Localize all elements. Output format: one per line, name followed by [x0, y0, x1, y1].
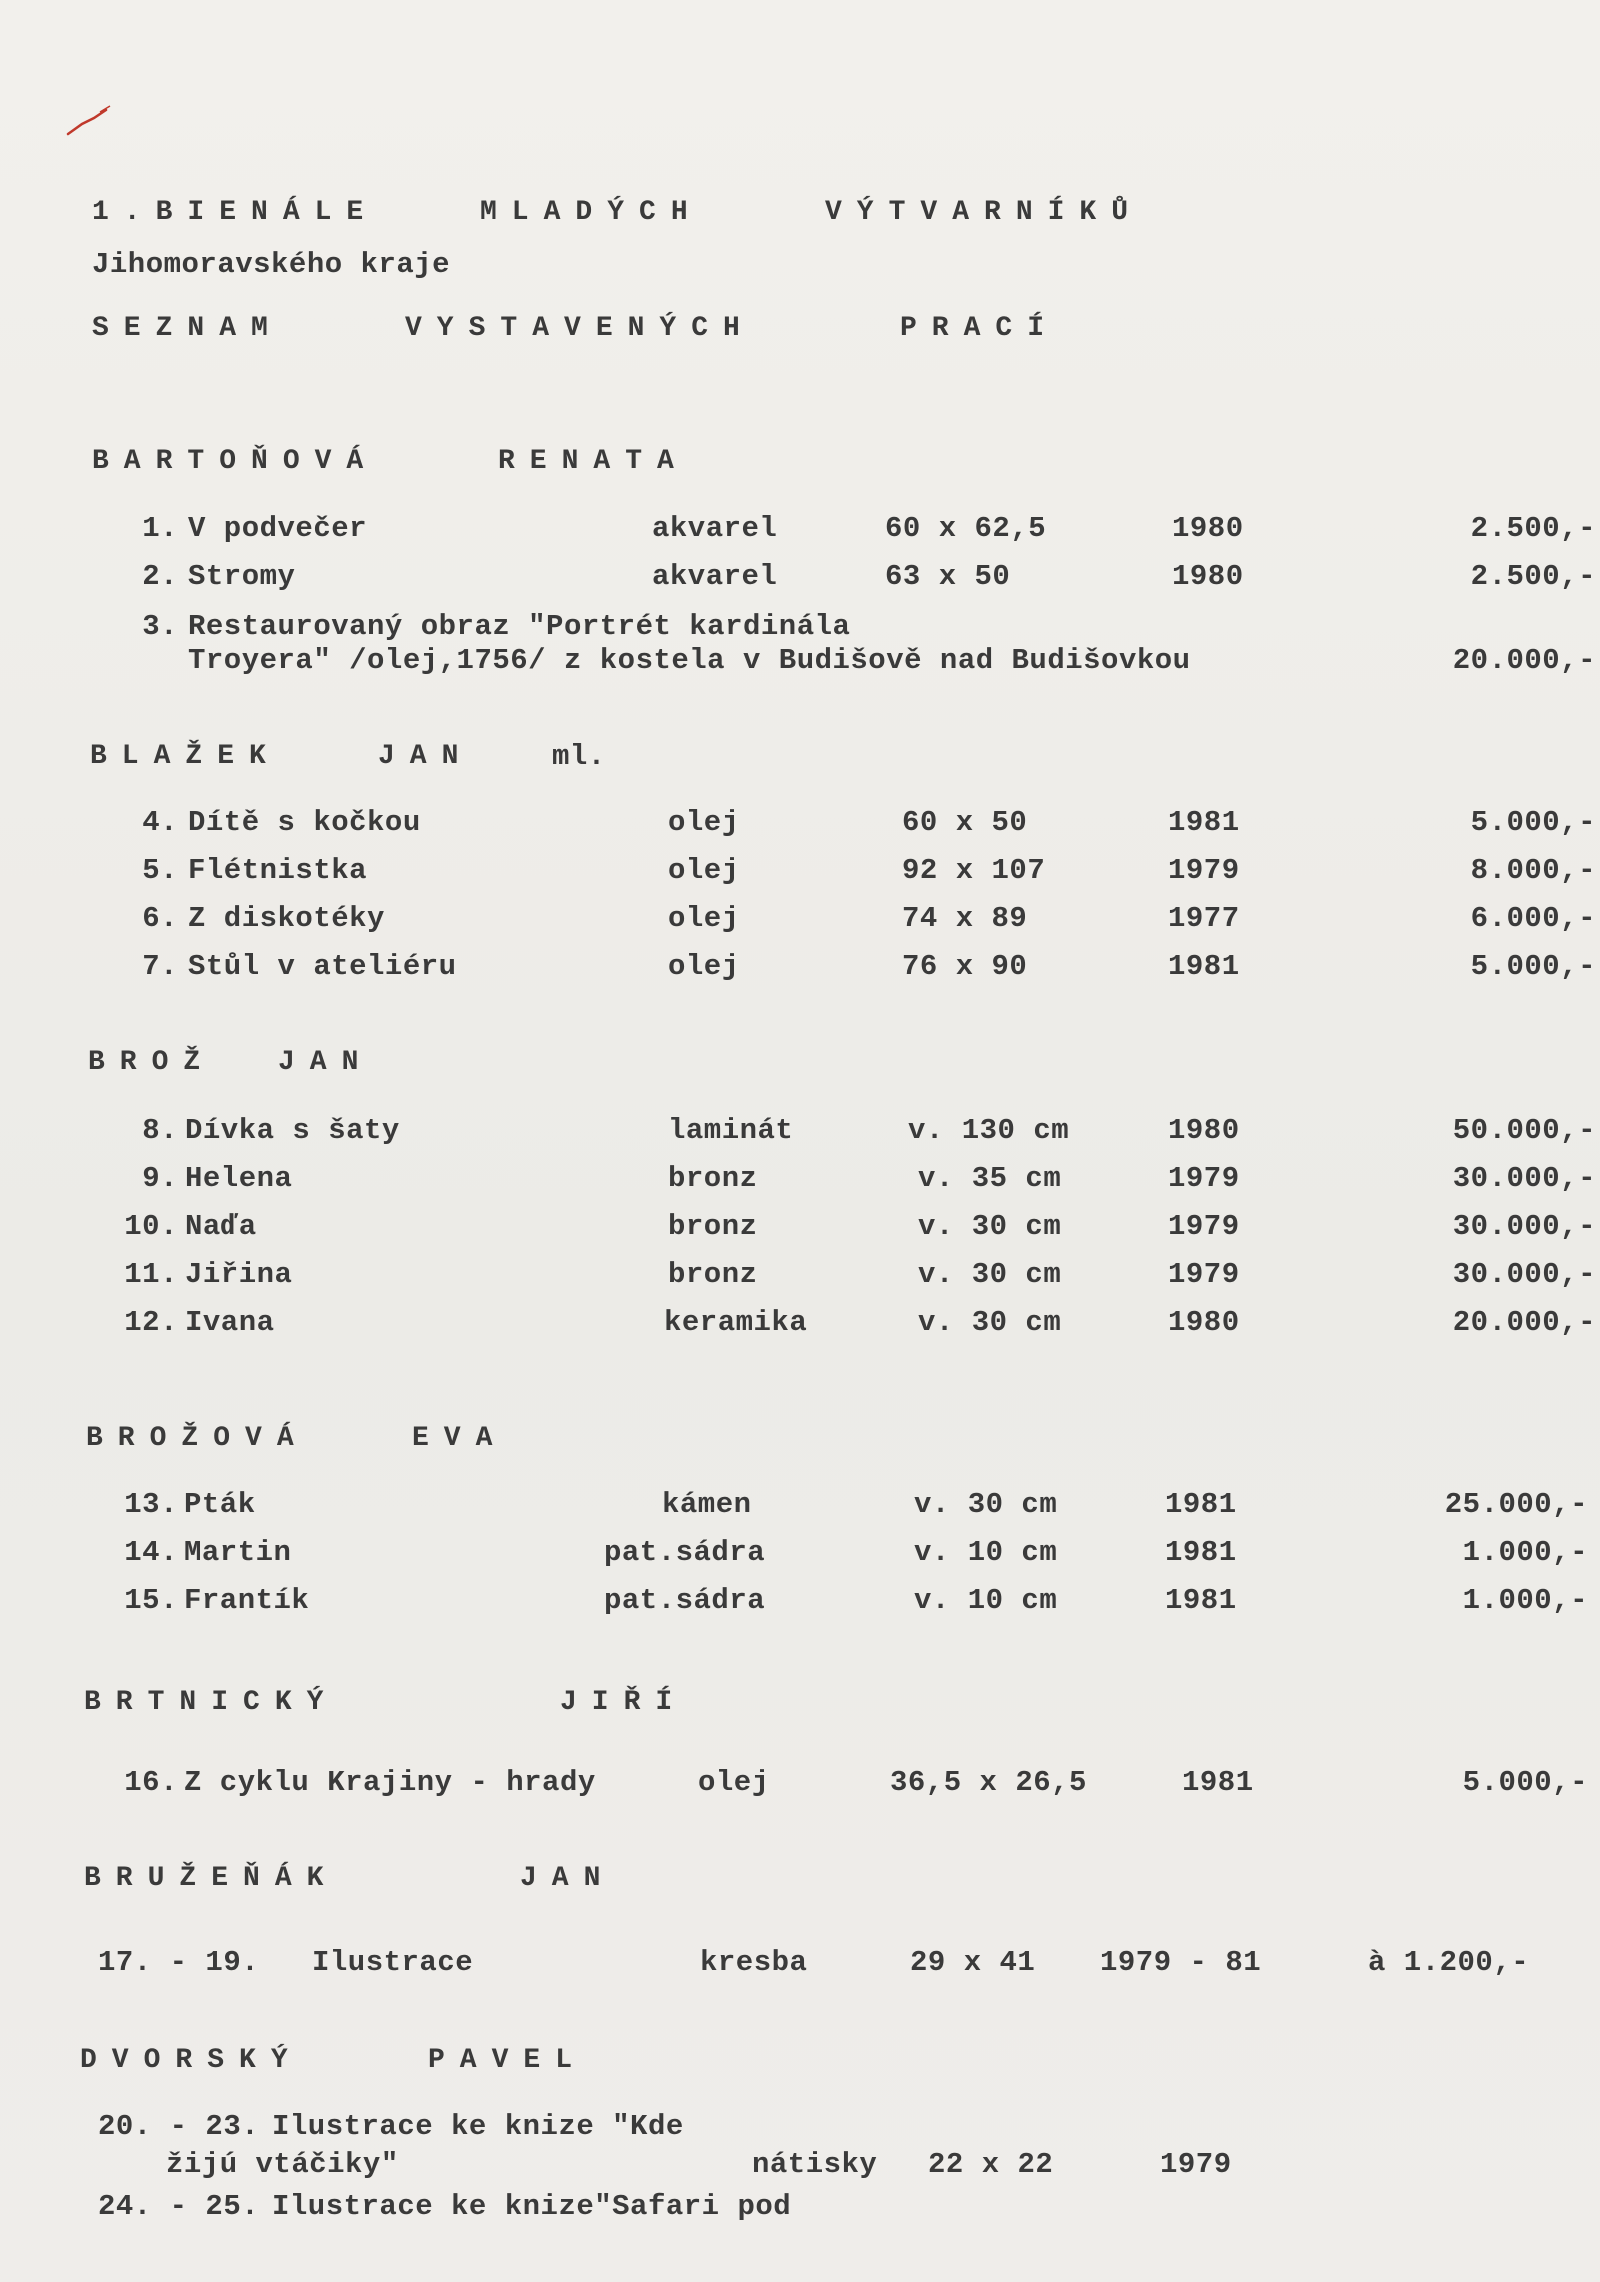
work-price: 30.000,- [1452, 1210, 1596, 1243]
work-technique: bronz [668, 1162, 758, 1195]
work-year: 1977 [1168, 902, 1240, 935]
work-technique: bronz [668, 1258, 758, 1291]
work-size: 63 x 50 [885, 560, 1011, 593]
work-number: 2. [142, 560, 178, 593]
work-price: 1.000,- [1462, 1536, 1588, 1569]
red-pen-mark [60, 70, 130, 150]
work-year: 1980 [1172, 512, 1244, 545]
work-number: 24. - 25. [98, 2190, 260, 2223]
header-list-3: PRACÍ [900, 313, 1060, 344]
work-number: 15. [124, 1584, 178, 1617]
artist-firstname: JAN [520, 1863, 616, 1894]
work-price: 20.000,- [1452, 1306, 1596, 1339]
work-number: 1. [142, 512, 178, 545]
work-year: 1980 [1168, 1306, 1240, 1339]
work-number: 11. [124, 1258, 178, 1291]
work-number: 8. [142, 1114, 178, 1147]
work-size: v. 35 cm [918, 1162, 1062, 1195]
header-list-2: VYSTAVENÝCH [405, 313, 755, 344]
work-size: v. 10 cm [914, 1584, 1058, 1617]
work-size: v. 30 cm [914, 1488, 1058, 1521]
work-title: Flétnistka [188, 854, 368, 887]
work-year: 1979 [1168, 1258, 1240, 1291]
work-title: Z cyklu Krajiny - hrady [184, 1766, 596, 1799]
work-price: 30.000,- [1452, 1162, 1596, 1195]
work-title: Stůl v ateliéru [188, 950, 457, 983]
work-title-continued: žijú vtáčiky" [166, 2148, 399, 2181]
work-number: 5. [142, 854, 178, 887]
work-year: 1981 [1168, 806, 1240, 839]
work-year: 1979 - 81 [1100, 1946, 1262, 1979]
work-year: 1979 [1168, 1162, 1240, 1195]
work-title: Martin [184, 1536, 292, 1569]
work-title: Dívka s šaty [185, 1114, 400, 1147]
artist-firstname: PAVEL [428, 2045, 588, 2076]
work-size: v. 10 cm [914, 1536, 1058, 1569]
work-size: v. 130 cm [908, 1114, 1070, 1147]
work-price: 50.000,- [1452, 1114, 1596, 1147]
work-year: 1979 [1168, 854, 1240, 887]
work-title: Restaurovaný obraz "Portrét kardinála [188, 610, 851, 643]
work-technique: pat.sádra [604, 1536, 766, 1569]
work-size: 92 x 107 [902, 854, 1046, 887]
work-size: 29 x 41 [910, 1946, 1036, 1979]
work-number: 9. [142, 1162, 178, 1195]
work-title: Ilustrace ke knize "Kde [272, 2110, 684, 2143]
work-price: 5.000,- [1470, 950, 1596, 983]
artist-surname: DVORSKÝ [80, 2045, 303, 2076]
work-number: 6. [142, 902, 178, 935]
work-title: Pták [184, 1488, 256, 1521]
artist-firstname: JAN [278, 1047, 374, 1078]
work-size: 76 x 90 [902, 950, 1028, 983]
work-title: Ilustrace [312, 1946, 474, 1979]
artist-firstname: JAN [378, 741, 474, 772]
work-title: Jiřina [185, 1258, 293, 1291]
artist-firstname: EVA [412, 1423, 508, 1454]
work-size: 74 x 89 [902, 902, 1028, 935]
work-price: 30.000,- [1452, 1258, 1596, 1291]
work-price: 5.000,- [1470, 806, 1596, 839]
artist-surname: BROŽ [88, 1047, 216, 1078]
work-price: à 1.200,- [1368, 1946, 1530, 1979]
work-technique: akvarel [652, 512, 778, 545]
work-size: 60 x 62,5 [885, 512, 1047, 545]
work-size: 36,5 x 26,5 [890, 1766, 1087, 1799]
header-title-2: MLADÝCH [480, 197, 703, 228]
work-title: Ilustrace ke knize"Safari pod [272, 2190, 792, 2223]
work-technique: laminát [668, 1114, 794, 1147]
work-year: 1979 [1168, 1210, 1240, 1243]
work-technique: olej [668, 950, 740, 983]
work-year: 1981 [1165, 1584, 1237, 1617]
work-number: 17. - 19. [98, 1946, 260, 1979]
work-technique: akvarel [652, 560, 778, 593]
work-price: 6.000,- [1470, 902, 1596, 935]
work-number: 3. [142, 610, 178, 643]
work-title-continued: Troyera" /olej,1756/ z kostela v Budišově nad Budišovkou [188, 644, 1191, 677]
header-region: Jihomoravského kraje [92, 248, 451, 281]
work-title: Ivana [185, 1306, 275, 1339]
header-list-1: SEZNAM [92, 313, 283, 344]
work-size: v. 30 cm [918, 1258, 1062, 1291]
work-size: v. 30 cm [918, 1306, 1062, 1339]
work-title: Frantík [184, 1584, 310, 1617]
work-technique: kresba [700, 1946, 808, 1979]
work-year: 1981 [1182, 1766, 1254, 1799]
work-size: 60 x 50 [902, 806, 1028, 839]
artist-firstname: RENATA [498, 446, 689, 477]
artist-surname: BRUŽEŇÁK [84, 1863, 339, 1894]
work-number: 20. - 23. [98, 2110, 260, 2143]
work-size: 22 x 22 [928, 2148, 1054, 2181]
work-number: 4. [142, 806, 178, 839]
work-title: V podvečer [188, 512, 368, 545]
artist-surname: BLAŽEK [90, 741, 281, 772]
work-title: Helena [185, 1162, 293, 1195]
work-title: Stromy [188, 560, 296, 593]
work-price: 8.000,- [1470, 854, 1596, 887]
artist-surname: BRTNICKÝ [84, 1687, 339, 1718]
work-price: 2.500,- [1470, 560, 1596, 593]
work-number: 12. [124, 1306, 178, 1339]
artist-firstname: JIŘÍ [560, 1687, 688, 1718]
work-technique: olej [668, 902, 740, 935]
work-technique: olej [668, 854, 740, 887]
work-technique: olej [668, 806, 740, 839]
header-title-1: 1.BIENÁLE [92, 197, 379, 228]
artist-suffix: ml. [552, 740, 606, 773]
work-number: 16. [124, 1766, 178, 1799]
work-technique: bronz [668, 1210, 758, 1243]
work-number: 7. [142, 950, 178, 983]
work-price: 20.000,- [1452, 644, 1596, 677]
work-technique: keramika [664, 1306, 808, 1339]
work-technique: olej [698, 1766, 770, 1799]
work-technique: pat.sádra [604, 1584, 766, 1617]
work-title: Naďa [185, 1210, 257, 1243]
work-technique: kámen [662, 1488, 752, 1521]
work-number: 13. [124, 1488, 178, 1521]
work-technique: nátisky [752, 2148, 878, 2181]
work-year: 1980 [1172, 560, 1244, 593]
work-price: 1.000,- [1462, 1584, 1588, 1617]
artist-surname: BARTOŇOVÁ [92, 446, 379, 477]
work-title: Dítě s kočkou [188, 806, 421, 839]
work-price: 25.000,- [1444, 1488, 1588, 1521]
work-number: 14. [124, 1536, 178, 1569]
header-title-3: VÝTVARNÍKŮ [825, 197, 1144, 228]
work-price: 2.500,- [1470, 512, 1596, 545]
work-number: 10. [124, 1210, 178, 1243]
artist-surname: BROŽOVÁ [86, 1423, 309, 1454]
work-year: 1981 [1165, 1536, 1237, 1569]
work-year: 1979 [1160, 2148, 1232, 2181]
work-year: 1980 [1168, 1114, 1240, 1147]
work-year: 1981 [1165, 1488, 1237, 1521]
work-title: Z diskotéky [188, 902, 385, 935]
work-price: 5.000,- [1462, 1766, 1588, 1799]
work-size: v. 30 cm [918, 1210, 1062, 1243]
work-year: 1981 [1168, 950, 1240, 983]
